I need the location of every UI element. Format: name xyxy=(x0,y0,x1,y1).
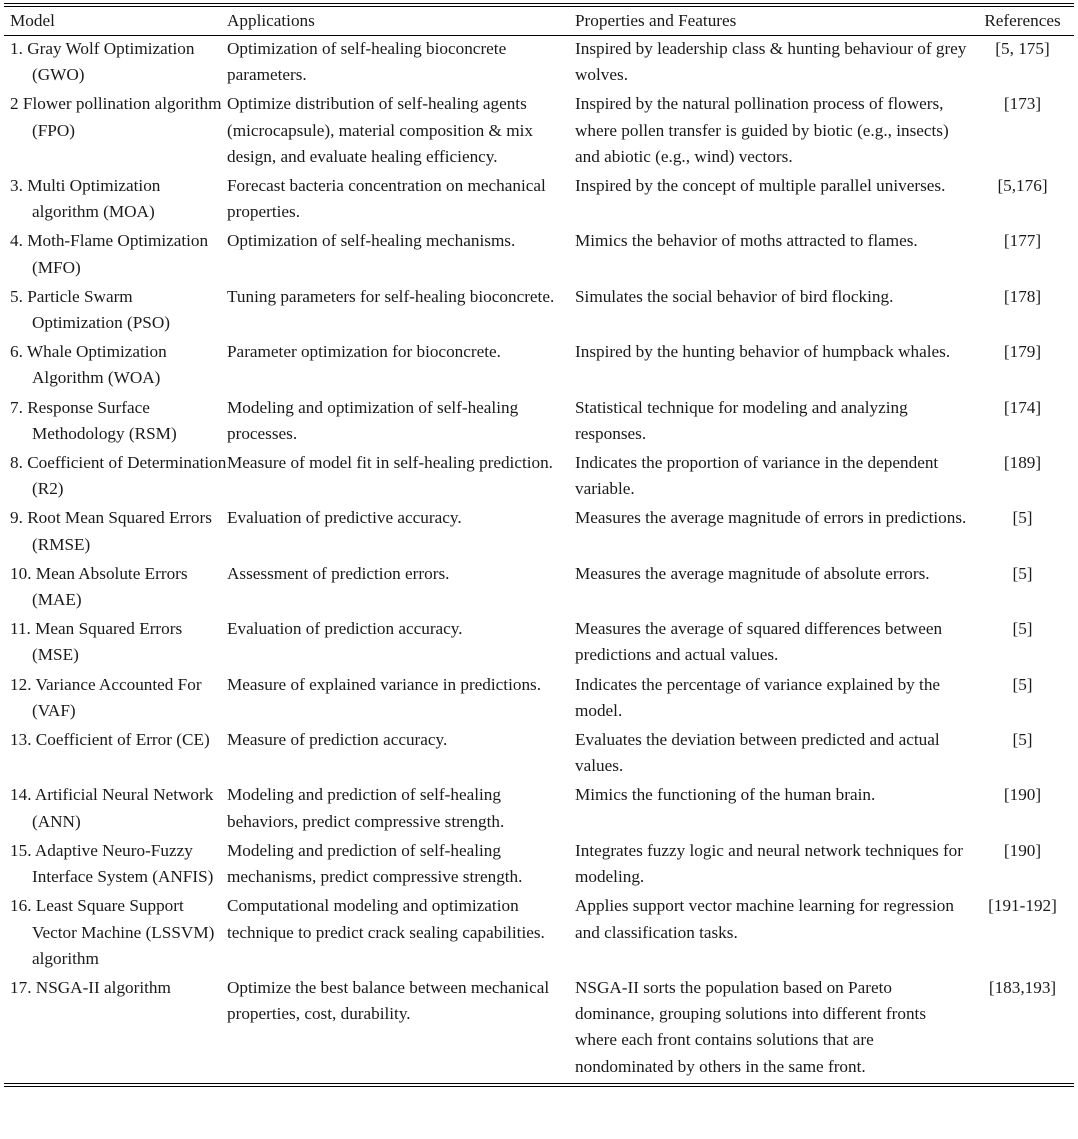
cell-applications: Modeling and optimization of self-healing processes. xyxy=(227,397,519,443)
model-name: 2 Flower pollination algorithm (FPO) xyxy=(10,94,222,140)
cell-properties: Inspired by the natural pollination process of flowers, where pollen transfer is guided by biotic (e.g., insects) and abiotic (e.g., wind) vectors. xyxy=(575,94,949,166)
cell-references: [5] xyxy=(1012,563,1033,583)
model-name: 9. Root Mean Squared Errors (RMSE) xyxy=(10,508,212,554)
cell-applications: Evaluation of predictive accuracy. xyxy=(227,508,462,528)
cell-properties: Integrates fuzzy logic and neural network techniques for modeling. xyxy=(575,840,963,887)
cell-model xyxy=(4,616,227,671)
model-name: 1. Gray Wolf Optimization (GWO) xyxy=(10,39,195,85)
cell-model xyxy=(4,91,227,173)
cell-properties: Inspired by the concept of multiple parallel universes. xyxy=(575,176,946,196)
table-row xyxy=(4,893,1074,975)
cell-references: [5] xyxy=(1012,619,1033,639)
cell-properties: Measures the average magnitude of errors in predictions. xyxy=(575,508,967,528)
cell-references: [183,193] xyxy=(988,977,1057,997)
cell-references: [189] xyxy=(1003,453,1042,473)
cell-references: [5, 175] xyxy=(995,39,1050,58)
cell-applications: Modeling and prediction of self-healing mechanisms, predict compressive strength. xyxy=(227,840,523,887)
top-rule xyxy=(4,3,1074,4)
cell-model xyxy=(4,893,227,975)
header-row xyxy=(4,7,1074,36)
table-row xyxy=(4,284,1074,339)
cell-properties: Measures the average of squared differences between predictions and actual values. xyxy=(575,619,943,665)
cell-references: [5] xyxy=(1012,730,1033,750)
model-name: 15. Adaptive Neuro-Fuzzy Interface System (ANFIS) xyxy=(10,840,214,887)
model-name: 11. Mean Squared Errors (MSE) xyxy=(10,619,183,665)
cell-references: [190] xyxy=(1003,840,1042,860)
cell-references: [177] xyxy=(1003,231,1042,251)
cell-applications: Measure of model fit in self-healing prediction. xyxy=(227,453,553,473)
cell-model xyxy=(4,228,227,283)
cell-properties: Evaluates the deviation between predicted and actual values. xyxy=(575,730,940,776)
model-name: 7. Response Surface Methodology (RSM) xyxy=(10,397,177,443)
cell-model xyxy=(4,284,227,339)
cell-properties: Simulates the social behavior of bird flocking. xyxy=(575,286,894,306)
cell-model xyxy=(4,450,227,505)
cell-model xyxy=(4,395,227,450)
cell-model xyxy=(4,173,227,228)
cell-applications: Assessment of prediction errors. xyxy=(227,563,450,583)
table-row xyxy=(4,672,1074,727)
cell-properties: Inspired by the hunting behavior of humpback whales. xyxy=(575,342,951,362)
cell-model xyxy=(4,838,227,893)
model-name: 5. Particle Swarm Optimization (PSO) xyxy=(10,286,170,333)
model-name: 13. Coefficient of Error (CE) xyxy=(10,730,210,750)
cell-references: [178] xyxy=(1003,286,1042,306)
model-name: 14. Artificial Neural Network (ANN) xyxy=(10,785,214,831)
cell-model xyxy=(4,672,227,727)
table-row xyxy=(4,450,1074,505)
cell-references: [191-192] xyxy=(988,896,1057,916)
cell-model xyxy=(4,727,227,782)
cell-applications: Computational modeling and optimization technique to predict crack sealing capabilities. xyxy=(227,896,545,942)
table-row xyxy=(4,727,1074,782)
model-name: 17. NSGA-II algorithm xyxy=(10,977,171,997)
model-name: 3. Multi Optimization algorithm (MOA) xyxy=(10,176,161,222)
table-row xyxy=(4,616,1074,671)
cell-applications: Tuning parameters for self-healing bioconcrete. xyxy=(227,286,555,306)
cell-applications: Forecast bacteria concentration on mechanical properties. xyxy=(227,176,546,222)
cell-applications: Optimization of self-healing bioconcrete parameters. xyxy=(227,39,507,85)
cell-applications: Optimize the best balance between mechanical properties, cost, durability. xyxy=(227,977,550,1024)
cell-model xyxy=(4,505,227,560)
cell-references: [179] xyxy=(1003,342,1042,362)
cell-properties: Indicates the percentage of variance explained by the model. xyxy=(575,674,941,720)
model-name: 4. Moth-Flame Optimization (MFO) xyxy=(10,231,209,277)
cell-model xyxy=(4,975,227,1083)
table-row xyxy=(4,173,1074,228)
cell-model xyxy=(4,782,227,837)
table-header xyxy=(4,7,1074,36)
table-row xyxy=(4,561,1074,616)
cell-applications: Optimize distribution of self-healing agents (microcapsule), material composition & mix design, and evaluate healing efficiency. xyxy=(227,94,533,166)
cell-applications: Optimization of self-healing mechanisms. xyxy=(227,231,516,251)
table-row xyxy=(4,91,1074,173)
cell-properties: Applies support vector machine learning for regression and classification tasks. xyxy=(575,896,954,942)
cell-references: [5,176] xyxy=(997,176,1048,196)
cell-properties: Mimics the behavior of moths attracted to flames. xyxy=(575,231,918,251)
cell-model xyxy=(4,561,227,616)
cell-references: [173] xyxy=(1003,94,1042,114)
cell-properties: Indicates the proportion of variance in the dependent variable. xyxy=(575,453,939,499)
document-table-container xyxy=(4,3,1074,1087)
table-row xyxy=(4,975,1074,1083)
table-row xyxy=(4,782,1074,837)
models-table xyxy=(4,7,1074,1083)
cell-applications: Parameter optimization for bioconcrete. xyxy=(227,342,501,362)
cell-applications: Measure of prediction accuracy. xyxy=(227,730,448,750)
bottom-rule-double xyxy=(4,1086,1074,1087)
cell-applications: Modeling and prediction of self-healing behaviors, predict compressive strength. xyxy=(227,785,505,831)
table-row xyxy=(4,505,1074,560)
table-row xyxy=(4,838,1074,893)
model-name: 12. Variance Accounted For (VAF) xyxy=(10,674,202,720)
cell-applications: Measure of explained variance in predictions. xyxy=(227,674,542,694)
table-row xyxy=(4,228,1074,283)
bottom-rule xyxy=(4,1083,1074,1084)
cell-properties: Mimics the functioning of the human brain. xyxy=(575,785,876,805)
header-properties: Properties and Features xyxy=(575,7,971,36)
cell-references: [174] xyxy=(1003,397,1042,417)
cell-model xyxy=(4,36,227,92)
cell-properties: NSGA-II sorts the population based on Pareto dominance, grouping solutions into different fronts where each front contains solutions that are nondominated by others in the same front. xyxy=(575,977,927,1076)
table-row xyxy=(4,339,1074,394)
model-name: 16. Least Square Support Vector Machine (LSSVM) algorithm xyxy=(10,896,215,968)
table-row xyxy=(4,395,1074,450)
header-model: Model xyxy=(4,7,227,36)
cell-properties: Statistical technique for modeling and analyzing responses. xyxy=(575,397,908,443)
cell-properties: Measures the average magnitude of absolute errors. xyxy=(575,563,930,583)
table-row xyxy=(4,36,1074,92)
cell-properties: Inspired by leadership class & hunting behaviour of grey wolves. xyxy=(575,39,967,85)
cell-references: [190] xyxy=(1003,785,1042,805)
table-body xyxy=(4,36,1074,1083)
model-name: 10. Mean Absolute Errors (MAE) xyxy=(10,563,188,610)
model-name: 6. Whale Optimization Algorithm (WOA) xyxy=(10,342,167,388)
cell-model xyxy=(4,339,227,394)
cell-applications: Evaluation of prediction accuracy. xyxy=(227,619,463,639)
cell-references: [5] xyxy=(1012,508,1033,528)
model-name: 8. Coefficient of Determination (R2) xyxy=(10,453,227,499)
cell-references: [5] xyxy=(1012,674,1033,694)
header-references: References xyxy=(971,7,1074,36)
header-applications: Applications xyxy=(227,7,575,36)
